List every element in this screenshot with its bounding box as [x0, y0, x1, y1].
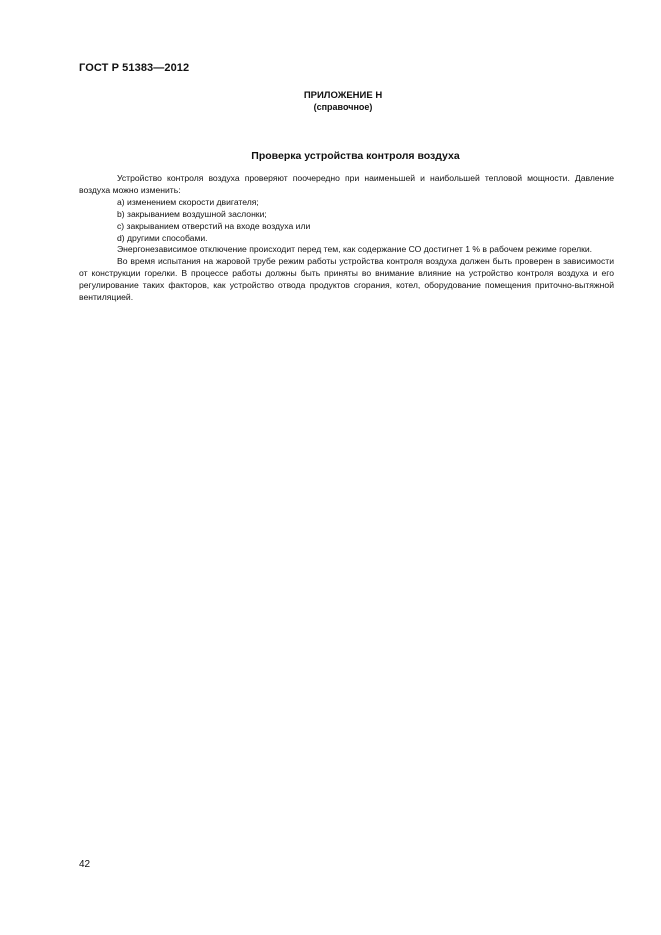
paragraph-3: Во время испытания на жаровой трубе режим работы устройства контроля воздуха должен быть проверен в зависимости от конструкции горелки. В процессе работы должны быть приняты во внимание влияние на устройство контроля воздуха и его регулирование таких факторов, как устройство отвода продуктов сгорания, котел, оборудование помещения приточно-вытяжной вентиляцией.: [79, 256, 614, 303]
document-code: ГОСТ Р 51383—2012: [79, 62, 190, 74]
list-item: b) закрыванием воздушной заслонки;: [117, 208, 267, 219]
page-number: 42: [79, 859, 91, 870]
appendix-heading: [0, 90, 661, 113]
list-item: a) изменением скорости двигателя;: [117, 196, 259, 207]
paragraph-2: Энергонезависимое отключение происходит перед тем, как содержание СО достигнет 1 % в рабочем режиме горелки.: [117, 244, 593, 255]
list-item: d) другими способами.: [117, 232, 208, 243]
paragraph-1: Устройство контроля воздуха проверяют поочередно при наименьшей и наибольшей тепловой мощности. Давление воздуха можно изменить:: [79, 173, 614, 195]
body-text: [79, 173, 614, 304]
appendix-title: ПРИЛОЖЕНИЕ Н: [303, 90, 383, 101]
section-title: Проверка устройства контроля воздуха: [251, 150, 460, 162]
list-item: c) закрыванием отверстий на входе воздуха или: [117, 220, 311, 231]
appendix-subtitle: (справочное): [313, 102, 373, 112]
